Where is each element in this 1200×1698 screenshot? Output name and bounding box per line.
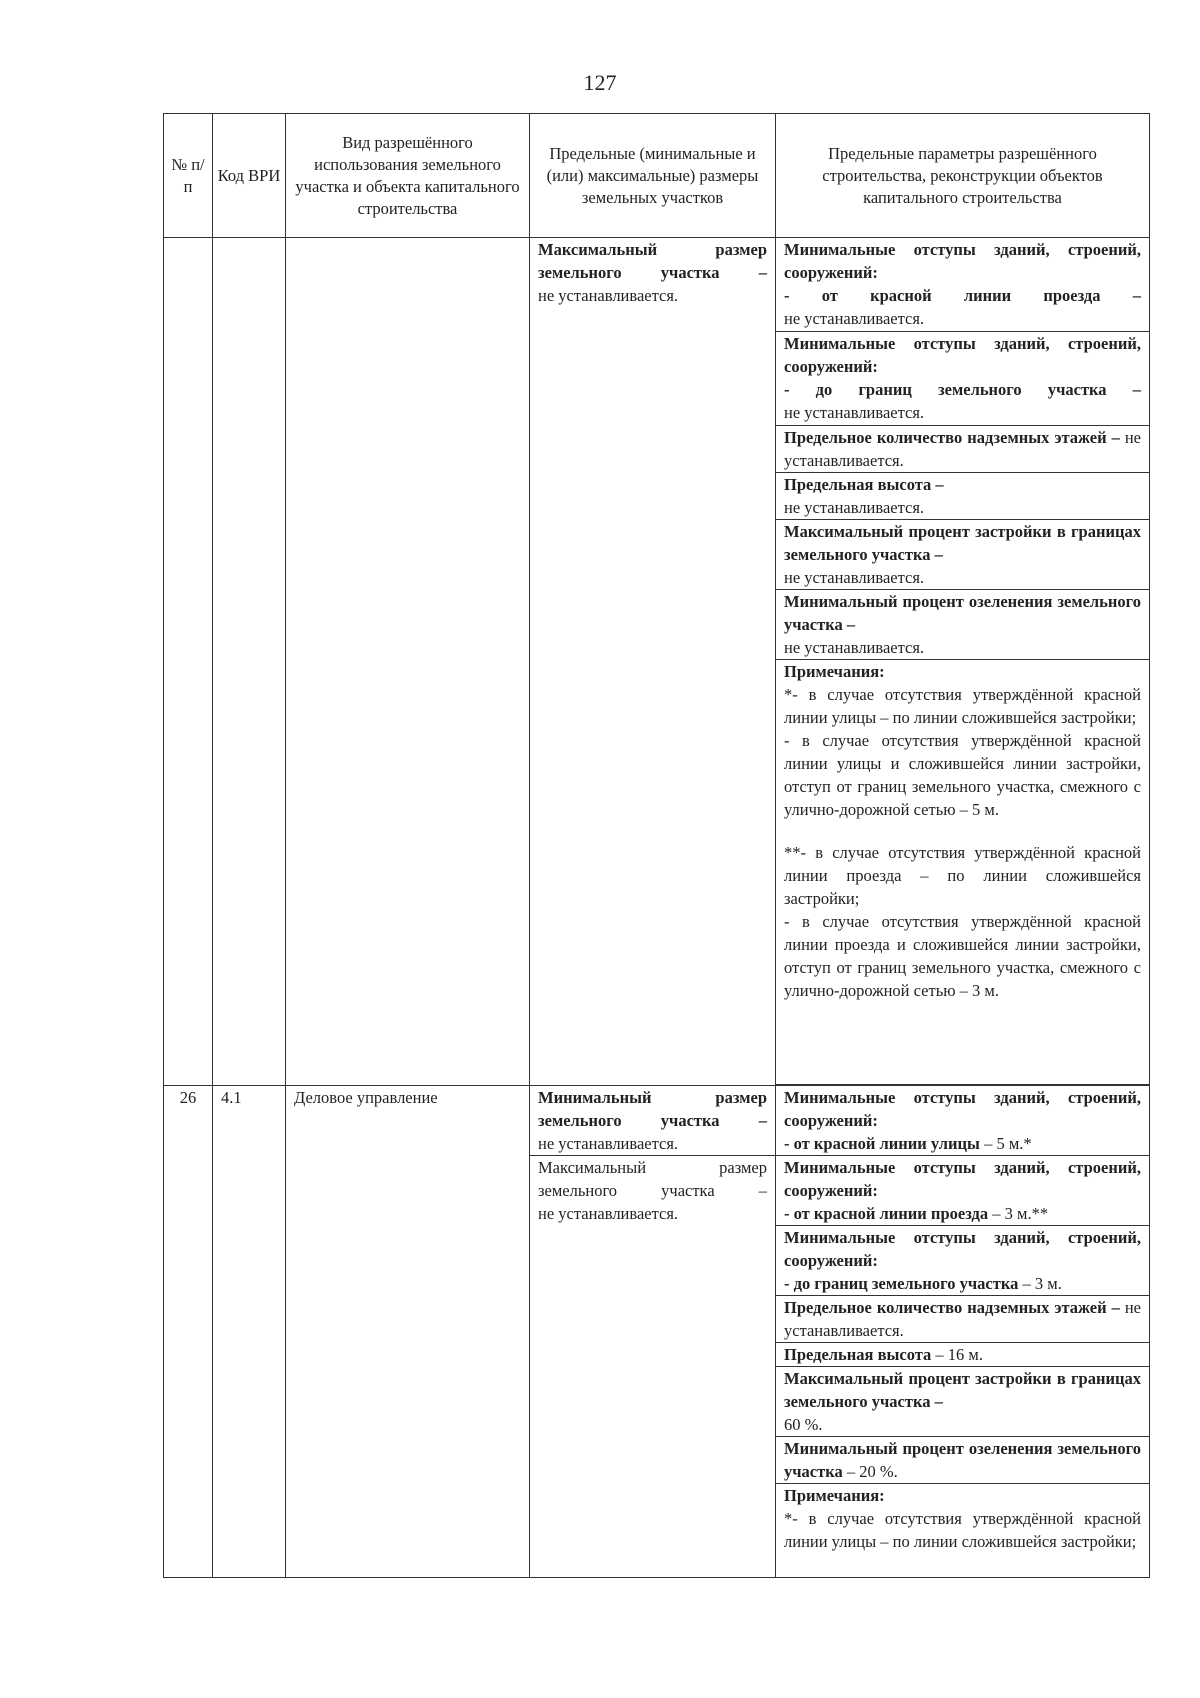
cont-param-6: Минимальный процент озеленения земельного участка – не устанавливается. [776,590,1150,660]
cont-param-1: Минимальные отступы зданий, строений, сооружений: - от красной линии проезда – не устанавливается. [776,238,1150,332]
row26-code: 4.1 [213,1086,286,1578]
row26-max-size: Максимальный размер земельного участка – не устанавливается. [530,1156,776,1578]
row26-min-size: Минимальный размер земельного участка – не устанавливается. [530,1086,776,1156]
header-type: Вид разрешённого использования земельного участка и объекта капитального строительства [286,114,530,238]
cont-size-label: Максимальный размер земельного участка – [538,240,767,282]
row26-param-1: Минимальные отступы зданий, строений, сооружений: - от красной линии улицы – 5 м.* [776,1086,1150,1156]
cont-param-2: Минимальные отступы зданий, строений, сооружений: - до границ земельного участка – не устанавливается. [776,332,1150,426]
cont-num-cell [164,238,213,1086]
header-num: № п/п [164,114,213,238]
row26-num: 26 [164,1086,213,1578]
cont-size-value: не устанавливается. [538,286,679,305]
cont-notes: Примечания: *- в случае отсутствия утверждённой красной линии улицы – по линии сложившейся застройки; - в случае отсутствия утверждённой красной линии улицы и сложившейся линии застройки, отступ от границ земельного участка, смежного с улично-дорожной сетью – 5 м. **- в случае отсутствия утверждённой красной линии проезда – по линии сложившейся застройки; - в случае отсутствия утверждённой красной линии проезда и сложившейся линии застройки, отступ от границ земельного участка, смежного с улично-дорожной сетью – 3 м. [776,660,1150,1085]
table-row [164,238,1150,332]
cont-type-cell [286,238,530,1086]
cont-param-5: Максимальный процент застройки в границах земельного участка – не устанавливается. [776,520,1150,590]
cont-code-cell [213,238,286,1086]
row26-param-7: Минимальный процент озеленения земельного участка – 20 %. [776,1437,1150,1484]
header-sizes: Предельные (минимальные и (или) максимальные) размеры земельных участков [530,114,776,238]
row26-notes: Примечания: *- в случае отсутствия утверждённой красной линии улицы – по линии сложившейся застройки; [776,1484,1150,1578]
row26-param-3: Минимальные отступы зданий, строений, сооружений: - до границ земельного участка – 3 м. [776,1226,1150,1296]
table-header-row [164,114,1150,238]
cont-size-cell [530,238,776,1086]
table-row [164,1086,1150,1156]
cont-param-3: Предельное количество надземных этажей – не устанавливается. [776,426,1150,473]
page-number: 127 [583,70,617,95]
cont-param-4: Предельная высота – не устанавливается. [776,473,1150,520]
header-code: Код ВРИ [213,114,286,238]
row26-param-6: Максимальный процент застройки в границах земельного участка – 60 %. [776,1367,1150,1437]
row26-param-2: Минимальные отступы зданий, строений, сооружений: - от красной линии проезда – 3 м.** [776,1156,1150,1226]
row26-param-5: Предельная высота – 16 м. [776,1343,1150,1367]
row26-param-4: Предельное количество надземных этажей – не устанавливается. [776,1296,1150,1343]
regulations-table [163,113,1150,1578]
row26-name: Деловое управление [286,1086,530,1578]
header-params: Предельные параметры разрешённого строительства, реконструкции объектов капитального строительства [776,114,1150,238]
